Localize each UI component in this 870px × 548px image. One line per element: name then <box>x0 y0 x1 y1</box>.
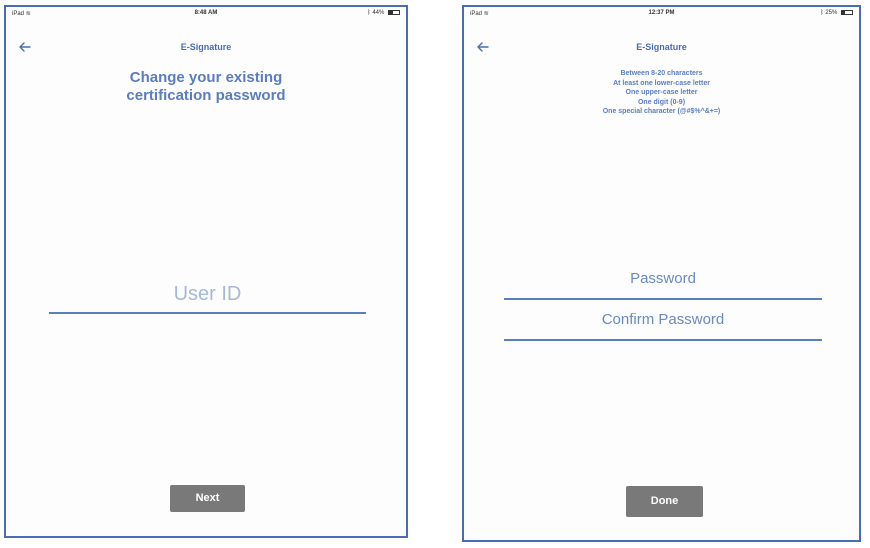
headline-line-2: certification password <box>126 87 286 104</box>
status-time: 12:37 PM <box>648 10 675 16</box>
rule-item: At least one lower-case letter <box>613 79 710 87</box>
rule-item: One digit (0-9) <box>637 98 686 106</box>
battery-percent: 25% <box>825 10 838 17</box>
done-button[interactable]: Done <box>626 486 703 517</box>
headline-line-1: Change your existing <box>129 69 283 86</box>
device-label: iPad <box>470 11 483 17</box>
status-bar <box>6 9 406 21</box>
change-password-screen <box>4 5 408 538</box>
rule-item: One upper-case letter <box>625 89 698 96</box>
nav-title: E-Signature <box>636 42 687 52</box>
password-input[interactable]: Password <box>504 263 822 300</box>
password-rules <box>464 69 859 117</box>
status-time: 8:48 AM <box>194 10 218 16</box>
battery-level <box>389 11 393 14</box>
device-label: iPad <box>12 11 25 17</box>
nav-title: E-Signature <box>180 42 232 52</box>
set-password-screen <box>462 5 861 542</box>
rule-item: One special character (@#$%^&+=) <box>602 108 721 115</box>
next-button[interactable]: Next <box>170 485 245 512</box>
battery-icon <box>841 10 853 15</box>
battery-level <box>842 11 845 14</box>
battery-icon <box>388 10 400 15</box>
user-id-input[interactable]: User ID <box>49 283 366 314</box>
bluetooth-icon: ᛒ <box>367 10 371 17</box>
wifi-icon: ≋ <box>483 11 489 17</box>
battery-percent: 44% <box>372 10 385 17</box>
bluetooth-icon: ᛒ <box>820 10 824 17</box>
wifi-icon: ≋ <box>25 11 31 17</box>
status-bar <box>464 9 859 21</box>
rule-item: Between 8-20 characters <box>620 70 703 77</box>
page-title <box>6 69 406 105</box>
confirm-password-input[interactable]: Confirm Password <box>504 304 822 341</box>
